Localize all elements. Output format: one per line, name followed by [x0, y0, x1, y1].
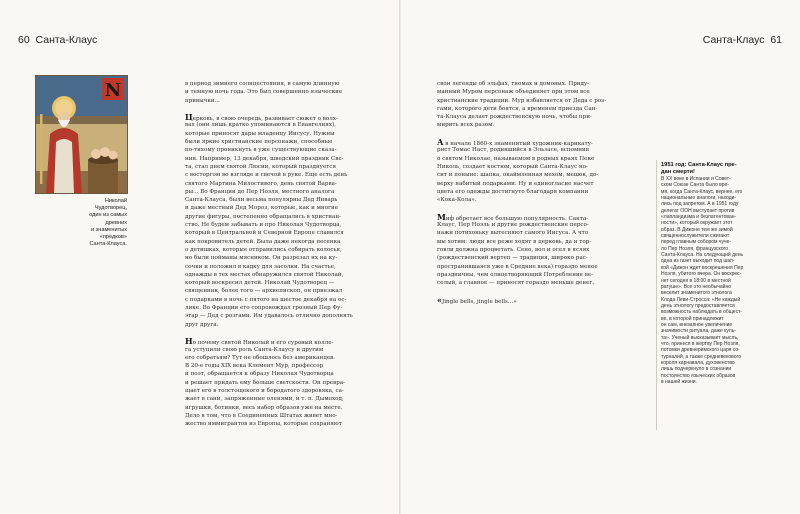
- text-line: [185, 412, 365, 420]
- text-line: [185, 312, 365, 320]
- left-page-header: [18, 34, 97, 46]
- text-line: [185, 370, 365, 378]
- text-line-content: иф обретает все большую популярность. Санта-: [445, 215, 589, 222]
- sidebar-rule: [656, 160, 657, 430]
- text-line: [185, 304, 365, 312]
- text-line: [437, 146, 614, 154]
- text-line-content: га уступили свою роль Санта-Клаусу и другим: [185, 346, 324, 353]
- text-line: [185, 254, 365, 262]
- text-line-content: Jingle bells, jingle bells...»: [442, 298, 517, 305]
- text-line: [185, 271, 365, 279]
- text-line: [185, 263, 365, 271]
- sidebar-box: [661, 162, 776, 385]
- text-line-content: о святом Николае, называемом в родных краях Пеке: [437, 155, 595, 162]
- text-line-content: «Кока-Кола».: [437, 197, 477, 204]
- left-page-number: 60: [18, 34, 30, 46]
- text-line: [185, 362, 365, 370]
- text-line: [185, 229, 365, 237]
- text-line: [185, 321, 365, 329]
- text-line: [185, 155, 365, 163]
- text-line-content: пространившаяся уже в Средние века) гораздо менее: [437, 263, 598, 270]
- text-line: [185, 146, 365, 154]
- text-line-content: щает его в толстощекого и бородатого здоровяка, са-: [185, 387, 344, 394]
- sidebar-line: кой «Дижон ждет воскрешения Пер: [661, 264, 744, 271]
- text-line-content: Николь, создает костюм, который Санта-Клаус но-: [437, 163, 588, 170]
- text-line: [185, 279, 365, 287]
- caption-line: Чудотворец,: [94, 205, 127, 212]
- text-line-content: нажи потихоньку вытесняют самого Иисуса. А что: [437, 230, 589, 237]
- text-line: [185, 404, 365, 412]
- text-line-content: но были пойманы мясником. Он разрезал их на ку-: [185, 255, 338, 262]
- text-line: [185, 138, 365, 146]
- text-line: [185, 395, 365, 403]
- illustration-initial-letter: N: [104, 80, 122, 101]
- text-line-content: ры... Во Франции до Пер Ноэля, местного аналога: [185, 188, 335, 195]
- sidebar-line: значимости ритуала, даже куль-: [661, 328, 736, 335]
- book-gutter: [399, 0, 401, 514]
- text-line-content: мы хотим: люди все реже ходят в церковь, да и тор-: [437, 238, 592, 245]
- text-line-content: который в Центральной и Северной Европе славился: [185, 230, 344, 237]
- text-line: [185, 196, 365, 204]
- text-line-content: говли должна процветать. Сено, вол и осел в яслях: [437, 246, 590, 253]
- text-line-content: жает в сани, запряженные оленями, и т. п. Дымоход,: [185, 396, 344, 403]
- text-line-content: лике. Во Франции его сопровождал грозный Пер Фу-: [185, 305, 343, 312]
- paragraph-gap: [437, 204, 614, 212]
- text-line: [185, 287, 365, 295]
- sidebar-line: В XX веке в Испании и Совет-: [661, 176, 731, 182]
- text-line: [185, 188, 365, 196]
- text-line: [437, 271, 614, 279]
- left-running-title: Санта-Клаус: [35, 34, 98, 46]
- sidebar-line: лишь подчеркнуло в сознании: [661, 366, 732, 373]
- text-line-content: праздничны, чем олицетворяющий Потребление ве-: [437, 271, 594, 278]
- paragraph-gap: [185, 329, 365, 337]
- text-line-content: в период зимнего солнцестояния, в самую длинную: [185, 81, 340, 87]
- caption-line: Николай: [104, 198, 127, 204]
- text-line: [185, 387, 365, 395]
- saint-nicholas-illustration: [35, 75, 128, 194]
- text-line-content: сочки и положил в кадку для засолки. На счастье,: [185, 263, 336, 270]
- text-line-content: (рождественский вертеп — традиция, широко рас-: [437, 255, 588, 262]
- text-line-content: вах (они лишь кратко упоминаются в Евангелиях),: [185, 122, 336, 129]
- sidebar-line: одна из газет выходит под шап-: [661, 258, 735, 265]
- text-line: [437, 238, 614, 246]
- text-line-content: манный Муром персонаж объединяет при этом все: [437, 89, 590, 96]
- drop-cap-letter: А: [437, 138, 444, 147]
- text-line: [185, 121, 365, 129]
- text-line-content: и даже местный Дед Мороз, которые, как и многие: [185, 205, 339, 212]
- text-line: [437, 221, 614, 229]
- text-line: [185, 163, 365, 171]
- text-line-content: селый, а главное — приносят гораздо меньше денег.: [437, 280, 595, 287]
- sidebar-line: короля карнавала, духовенство: [661, 359, 735, 366]
- text-line-content: игрушки, ботинки, весь набор образов уже на месте.: [185, 404, 343, 411]
- text-line: [437, 196, 614, 204]
- sidebar-line: ратуше». Все это необычайно: [661, 283, 731, 290]
- text-line-content: ерковь, в свою очередь, развивает сюжет о волх-: [192, 116, 338, 122]
- text-line-content: та, стал днем святой Люсии, который празднуется: [185, 163, 337, 170]
- text-line-content: верху набитый подарками. Ну и единогласие насчет: [437, 180, 594, 187]
- drop-cap-letter: М: [437, 212, 446, 222]
- text-line-content: о детишках, которые отправились собирать колосья,: [185, 246, 342, 253]
- sidebar-line: в нашей жизни.: [661, 379, 697, 385]
- text-line-content: этар — Дед с розгами. Им удавалось отлично дополнять: [185, 313, 353, 320]
- text-line: [437, 229, 614, 237]
- sidebar-line: священнослужители сжигают: [661, 233, 730, 240]
- text-line-content: гами, которого дети боятся, а временем приезда Сан-: [437, 105, 598, 112]
- text-line: [185, 113, 365, 121]
- sidebar-line: та». Ученый высказывает мысль,: [661, 334, 739, 341]
- text-line-content: однажды в тех местах обнаружился святой Николай,: [185, 271, 344, 278]
- sidebar-line: ском Союзе Санта было вре-: [661, 182, 729, 189]
- text-line-content: привычки...: [185, 97, 220, 104]
- sidebar-line: он сам, внезапное увеличение: [661, 321, 733, 328]
- text-line: [185, 130, 365, 138]
- text-line: [185, 354, 365, 362]
- text-line: [437, 121, 614, 129]
- text-line-content: о почему святой Николай и его суровый колле-: [192, 340, 334, 346]
- paragraph-gap: [437, 287, 614, 295]
- sidebar-title-line: дан смерти!: [661, 169, 695, 175]
- text-line-content: друг друга.: [185, 321, 219, 328]
- text-line: [437, 296, 614, 304]
- text-line-content: святого Мартина Милостивого, день святой Варва-: [185, 180, 337, 187]
- text-line: [185, 88, 365, 96]
- caption-line: древних: [105, 219, 127, 226]
- sidebar-line: перед главным собором чуче-: [661, 239, 732, 246]
- text-line: [437, 163, 614, 171]
- caption-line: один из самых: [89, 212, 127, 219]
- text-line-content: жество иммигрантов из Европы, которые сохраняют: [185, 421, 342, 428]
- text-line: [437, 213, 614, 221]
- text-line: [185, 379, 365, 387]
- text-line-content: цвета его одежды достигнуто благодаря компании: [437, 188, 589, 195]
- paragraph-gap: [437, 130, 614, 138]
- caption-line: «предков»: [99, 234, 127, 241]
- sidebar-line: день этнологу предоставляется: [661, 302, 735, 309]
- text-line: [437, 88, 614, 96]
- text-line-content: с восторгом во взгляде и свечой в руке. Еще есть день: [185, 172, 348, 179]
- sidebar-line: образ. В Дижоне тем же зимой: [661, 226, 733, 233]
- text-line: [437, 246, 614, 254]
- right-page-number: 61: [770, 34, 782, 46]
- illustration-caption: [35, 198, 127, 248]
- text-line-content: которые приносят дары младенцу Иисусу. Нужны: [185, 130, 335, 137]
- text-line: [185, 346, 365, 354]
- text-line: [437, 113, 614, 121]
- text-line-content: и поэт, обращается к образу Николая Чудотворца: [185, 371, 334, 378]
- text-line: [185, 180, 365, 188]
- drop-cap-letter: Ц: [185, 113, 193, 122]
- text-line: [185, 337, 365, 345]
- sidebar-line: ности», который окружает этот: [661, 220, 733, 227]
- sidebar-line: нет сегодня в 18:00 в местной: [661, 277, 731, 284]
- text-line-content: христианские традиции. Мур избавляется от Деда с роз-: [437, 97, 607, 104]
- sidebar-line: национальные аналоги, находи-: [661, 195, 737, 202]
- text-line-content: ство. Не будем забывать и про Николая Чудотворца,: [185, 222, 342, 229]
- sidebar-line: Клода Леви-Стросса: «Не каждый: [661, 296, 741, 303]
- text-line-content: в начале 1860-х знаменитый художник-карикату-: [443, 141, 593, 147]
- text-line-content: с подарками в ночь с пятого на шестое декабря на ос-: [185, 296, 347, 303]
- text-line: [437, 171, 614, 179]
- text-line: [437, 263, 614, 271]
- text-line: [185, 420, 365, 428]
- text-line-content: ния. Например, 13 декабря, шведский праздник Све-: [185, 155, 344, 162]
- text-line-content: сит и поныне: шапка, окаймленная мехом, мешок, до-: [437, 172, 599, 179]
- text-line: [437, 97, 614, 105]
- text-line: [437, 188, 614, 196]
- text-line: [185, 97, 365, 105]
- caption-line: Санта-Клауса.: [89, 241, 127, 248]
- text-line-content: который воскресил детей. Николай Чудотворец —: [185, 280, 335, 287]
- paragraph-gap: [185, 105, 365, 113]
- sidebar-title-line: 1951 год: Санта-Клаус пре-: [661, 162, 737, 168]
- sidebar-line: возможность наблюдать в общест-: [661, 309, 743, 316]
- text-line-content: В 20-е годы XIX века Клемент Мур, профессор: [185, 363, 324, 370]
- text-line-content: как покровитель детей. Была даже некогда песенка: [185, 238, 341, 245]
- sidebar-line: Санта-Клауса. На следующий день: [661, 252, 744, 259]
- text-line: [437, 279, 614, 287]
- drop-cap-letter: Н: [185, 337, 193, 346]
- text-line-content: та-Клауса делает рождественскую ночь, чтобы при-: [437, 114, 592, 121]
- text-line-content: рист Томас Наст, родившийся в Эльзасе, вспомнив: [437, 147, 589, 154]
- sidebar-line: «лапландизма и безпатентован-: [661, 214, 737, 221]
- text-line-content: свои легенды об эльфах, гномах и домовых. Приду-: [437, 81, 590, 87]
- text-line-content: другие фигуры, постепенно обращались в христиан-: [185, 213, 341, 220]
- text-line: [185, 238, 365, 246]
- text-line: [185, 296, 365, 304]
- sidebar-line: ло Пер Ноэля, французского: [661, 245, 728, 252]
- sidebar-line: делегат ООН выступает против: [661, 207, 735, 214]
- right-running-title: Санта-Клаус: [702, 34, 765, 46]
- text-line-content: его собратьям? Тут не обошлось без американцев.: [185, 354, 336, 361]
- sidebar-line: Ноэля, убитого вчера. Он воскрес-: [661, 271, 742, 278]
- left-text-column: [185, 80, 365, 428]
- text-line-content: Дело в том, что в Соединенных Штатах живет мно-: [185, 412, 338, 419]
- text-line-content: Санта-Клауса, были весьма популярны Дед Январь: [185, 197, 338, 204]
- text-line-content: мирить всех разом.: [437, 122, 495, 129]
- text-line-content: были яркие христианские персонажи, способные: [185, 139, 333, 146]
- text-line: [437, 180, 614, 188]
- text-line: [437, 138, 614, 146]
- text-line-content: и темную ночь года. Это был совершенно языческие: [185, 89, 343, 96]
- illustration-art: [36, 76, 127, 193]
- text-line: [437, 254, 614, 262]
- sidebar-line: потомки древнеримского царя со-: [661, 347, 740, 354]
- text-line: [185, 221, 365, 229]
- sidebar-line: постоянство языческих образов: [661, 372, 736, 379]
- sidebar-line: мя, когда Санта-Клаус, вернее, его: [661, 188, 743, 195]
- text-line-content: Клаус, Пер Ноэль и другие рождественские персо-: [437, 222, 589, 229]
- caption-line: и знаменитых: [91, 226, 127, 233]
- right-page-header: [703, 34, 782, 46]
- sidebar-line: лись под запретом. А в 1951 году: [661, 201, 739, 208]
- text-line: [185, 204, 365, 212]
- sidebar-line: веселит знаменитого этнолога: [661, 290, 732, 297]
- drop-cap-letter: «: [437, 295, 442, 305]
- text-line: [437, 155, 614, 163]
- text-line-content: по-тихому проникнуть в уже существующие сказа-: [185, 147, 337, 154]
- sidebar-line: что, принеся в жертву Пер Ноэля,: [661, 340, 740, 347]
- sidebar-line: турналий, а также средневекового: [661, 353, 741, 360]
- text-line: [185, 246, 365, 254]
- text-line-content: священник, более того — архиепископ, он приезжал: [185, 288, 343, 295]
- text-line: [185, 80, 365, 88]
- text-line: [185, 171, 365, 179]
- text-line-content: и решает придать ему больше светскости. Он превра-: [185, 379, 346, 386]
- text-line: [437, 105, 614, 113]
- text-line: [185, 213, 365, 221]
- text-line: [437, 80, 614, 88]
- sidebar-line: ве, в которой принадлежит: [661, 315, 724, 322]
- right-text-column: [437, 80, 614, 304]
- sidebar-body: [661, 176, 776, 385]
